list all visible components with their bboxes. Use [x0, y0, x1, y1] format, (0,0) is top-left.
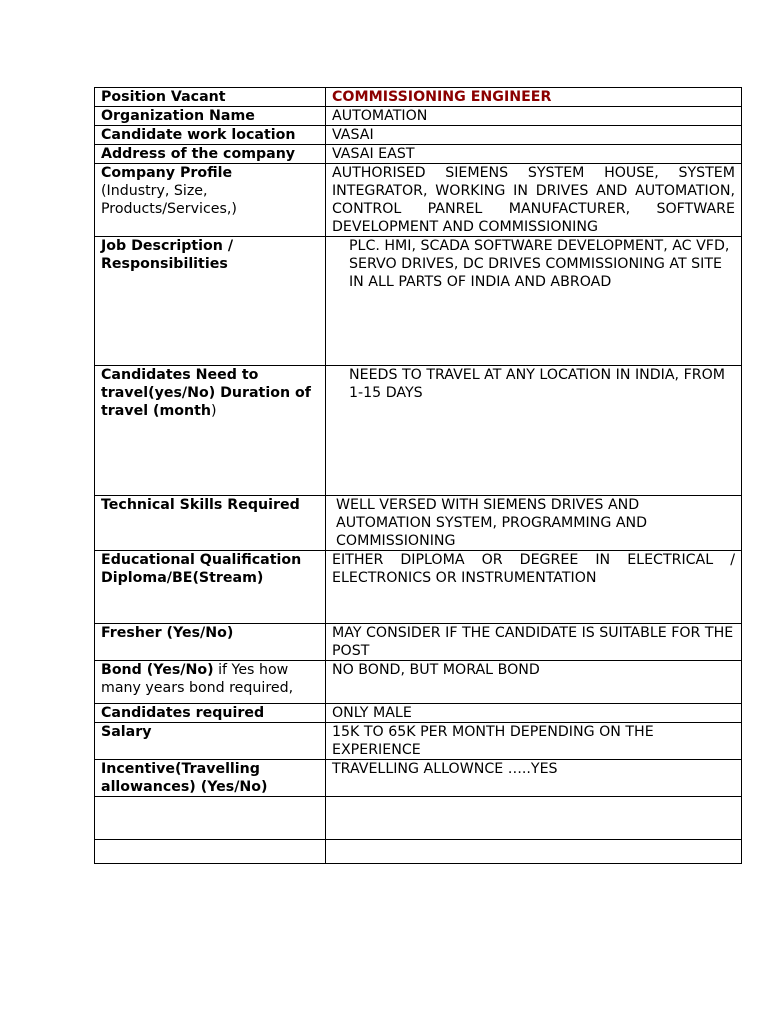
row-label: Position Vacant [95, 88, 326, 107]
row-value-cell [326, 496, 742, 551]
table-row-empty [95, 840, 742, 864]
row-value: EITHER DIPLOMA OR DEGREE IN ELECTRICAL / ELECTRONICS OR INSTRUMENTATION [326, 551, 742, 624]
row-value: ONLY MALE [326, 704, 742, 723]
row-value: TRAVELLING ALLOWNCE …..YES [326, 760, 742, 797]
table-row [95, 661, 742, 704]
row-label: Job Description / Responsibilities [95, 237, 326, 366]
row-value: 15K TO 65K PER MONTH DEPENDING ON THE EXPERIENCE [326, 723, 742, 760]
row-value: NEEDS TO TRAVEL AT ANY LOCATION IN INDIA, FROM 1-15 DAYS [326, 366, 742, 496]
row-value: MAY CONSIDER IF THE CANDIDATE IS SUITABLE FOR THE POST [326, 624, 742, 661]
empty-cell [326, 797, 742, 840]
row-label: Educational Qualification Diploma/BE(Stream) [95, 551, 326, 624]
table-row [95, 164, 742, 237]
table-row-empty [95, 797, 742, 840]
row-value: PLC. HMI, SCADA SOFTWARE DEVELOPMENT, AC VFD, SERVO DRIVES, DC DRIVES COMMISSIONING AT SITE IN ALL PARTS OF INDIA AND ABROAD [326, 237, 742, 366]
row-label-note: if Yes how many years bond required, [101, 662, 294, 696]
row-label: Salary [95, 723, 326, 760]
empty-cell [326, 840, 742, 864]
empty-cell [95, 840, 326, 864]
row-label: Fresher (Yes/No) [95, 624, 326, 661]
table-row [95, 126, 742, 145]
row-label-cell [95, 366, 326, 496]
empty-cell [95, 797, 326, 840]
row-value: COMMISSIONING ENGINEER [326, 88, 742, 107]
row-value: VASAI [326, 126, 742, 145]
row-label-tail: ) [211, 403, 217, 419]
job-details-table [94, 87, 742, 864]
table-row [95, 496, 742, 551]
row-label: Candidates Need to travel(yes/No) Duration of travel (month [101, 367, 311, 419]
table-row [95, 107, 742, 126]
row-label-cell [95, 164, 326, 237]
row-label: Company Profile [101, 165, 233, 181]
table-row [95, 723, 742, 760]
table-row [95, 366, 742, 496]
row-value: WELL VERSED WITH SIEMENS DRIVES AND AUTOMATION SYSTEM, PROGRAMMING AND COMMISSIONING [336, 497, 648, 549]
row-label: Technical Skills Required [95, 496, 326, 551]
row-label: Address of the company [95, 145, 326, 164]
table-row [95, 704, 742, 723]
table-row [95, 145, 742, 164]
table-row [95, 88, 742, 107]
table-row [95, 551, 742, 624]
row-label: Bond (Yes/No) [101, 662, 214, 678]
row-value: NO BOND, BUT MORAL BOND [326, 661, 742, 704]
row-value: AUTHORISED SIEMENS SYSTEM HOUSE, SYSTEM INTEGRATOR, WORKING IN DRIVES AND AUTOMATION, CONTROL PANREL MANUFACTURER, SOFTWARE DEVELOPMENT AND COMMISSIONING [326, 164, 742, 237]
table-row [95, 237, 742, 366]
row-label: Incentive(Travelling allowances) (Yes/No) [95, 760, 326, 797]
table-row [95, 760, 742, 797]
row-label: Organization Name [95, 107, 326, 126]
row-label: Candidates required [95, 704, 326, 723]
row-label: Candidate work location [95, 126, 326, 145]
row-value: AUTOMATION [326, 107, 742, 126]
table-row [95, 624, 742, 661]
row-label-cell [95, 661, 326, 704]
row-label-note: (Industry, Size, Products/Services,) [101, 183, 237, 217]
row-value: VASAI EAST [326, 145, 742, 164]
